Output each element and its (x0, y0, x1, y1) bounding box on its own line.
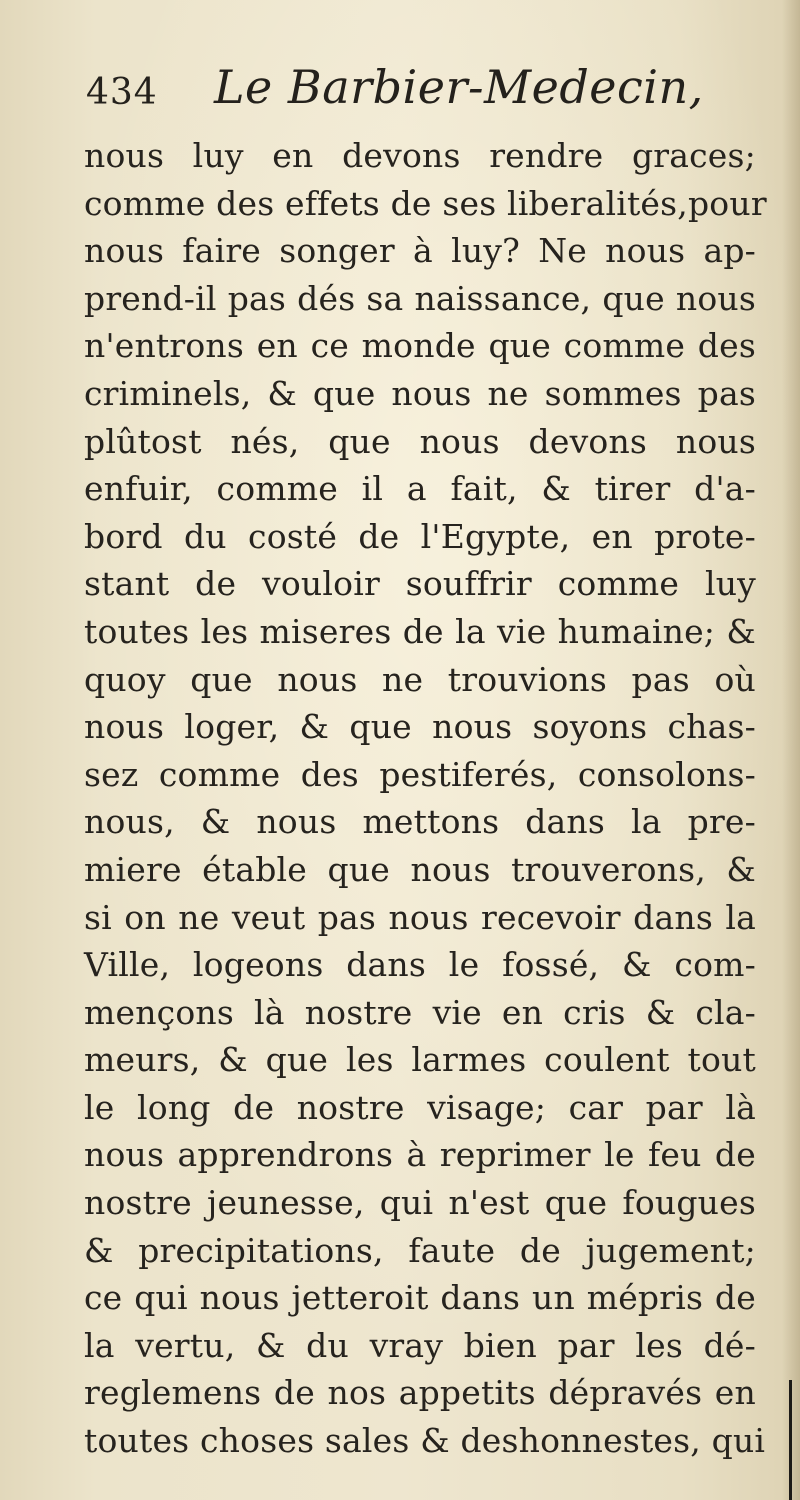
text-line: nous loger, & que nous soyons chas- (84, 707, 756, 747)
text-line: enfuir, comme il a fait, & tirer d'a- (84, 469, 756, 509)
text-line: n'entrons en ce monde que comme des (84, 326, 756, 366)
text-line: ce qui nous jetteroit dans un mépris de (84, 1278, 756, 1318)
page-edge-line (789, 1380, 792, 1500)
text-line: criminels, & que nous ne sommes pas (84, 373, 756, 413)
text-line: Ville, logeons dans le fossé, & com- (84, 945, 756, 985)
page-header (86, 58, 726, 130)
text-line: bord du costé de l'Egypte, en prote- (84, 516, 756, 556)
text-line: le long de nostre visage; car par là (84, 1087, 756, 1127)
page-number: 434 (86, 72, 158, 113)
text-line: miere étable que nous trouverons, & (84, 849, 756, 889)
text-line: la vertu, & du vray bien par les dé- (84, 1325, 756, 1365)
text-line: nous luy en devons rendre graces; (84, 136, 756, 175)
text-line: mençons là nostre vie en cris & cla- (84, 992, 756, 1032)
text-line: sez comme des pestiferés, consolons- (84, 754, 756, 794)
running-title: Le Barbier-Medecin, (214, 60, 704, 114)
text-line: si on ne veut pas nous recevoir dans la (84, 897, 756, 937)
text-line: nous faire songer à luy? Ne nous ap- (84, 231, 756, 271)
text-line: toutes choses sales & deshonnestes, qui (84, 1421, 766, 1461)
text-line: prend-il pas dés sa naissance, que nous (84, 278, 756, 318)
text-line: toutes les miseres de la vie humaine; & (84, 611, 756, 651)
text-line: nostre jeunesse, qui n'est que fougues (84, 1183, 756, 1223)
text-line: reglemens de nos appetits dépravés en (84, 1373, 756, 1413)
text-line: plûtost nés, que nous devons nous (84, 421, 756, 461)
text-line: comme des effets de ses liberalités,pour (84, 183, 767, 223)
text-line: nous apprendrons à reprimer le feu de (84, 1135, 756, 1175)
page-edge-shadow (782, 0, 800, 1500)
body-text (84, 132, 767, 1465)
text-line: meurs, & que les larmes coulent tout (84, 1040, 756, 1080)
text-line: & precipitations, faute de jugement; (84, 1230, 756, 1270)
text-line: nous, & nous mettons dans la pre- (84, 802, 756, 842)
text-line: stant de vouloir souffrir comme luy (84, 564, 756, 604)
text-line: quoy que nous ne trouvions pas où (84, 659, 756, 699)
